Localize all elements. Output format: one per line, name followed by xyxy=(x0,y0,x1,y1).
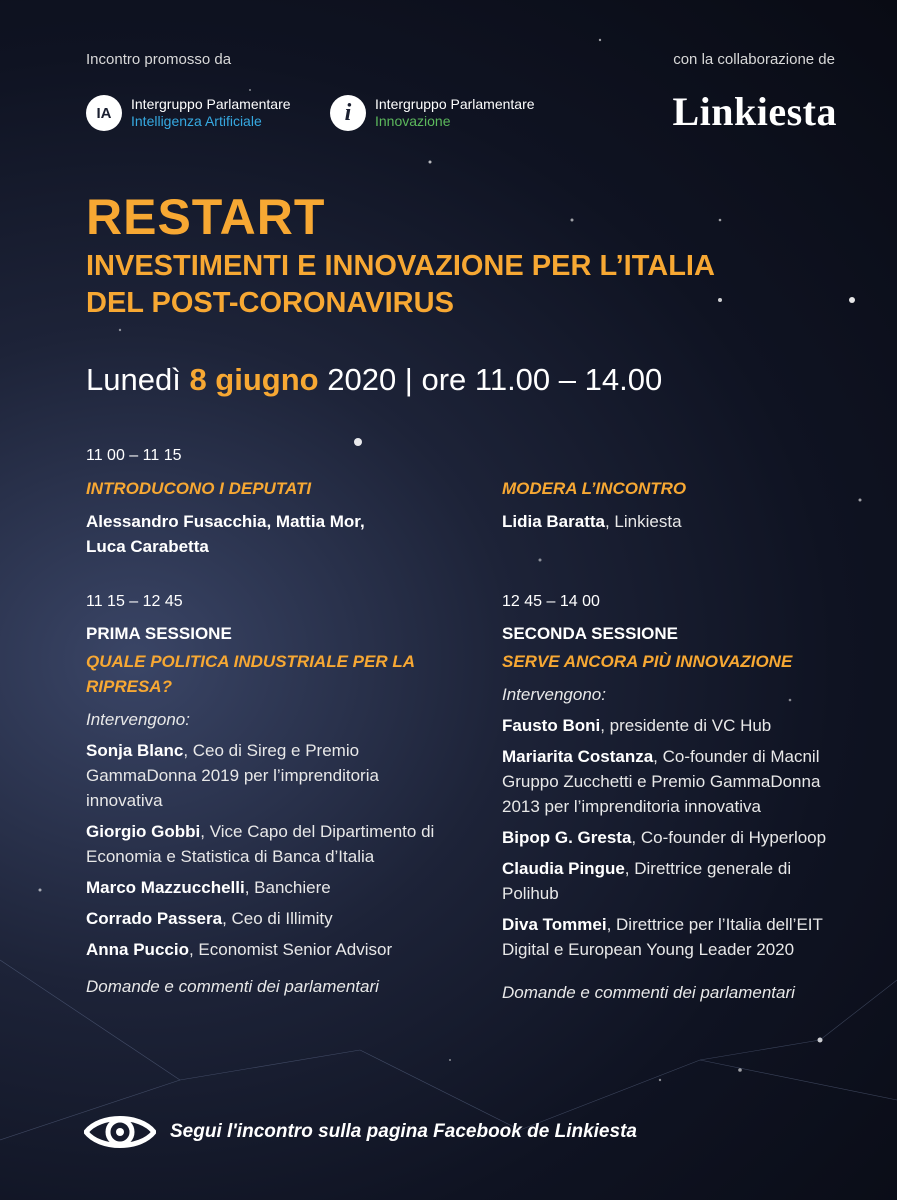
event-subtitle-line: DEL POST-CORONAVIRUS xyxy=(86,287,454,319)
session1-section xyxy=(86,589,446,999)
speaker-role: , Direttrice generale di Polihub xyxy=(502,859,792,903)
speaker-entry xyxy=(86,906,446,931)
facebook-follow-banner xyxy=(84,1112,637,1152)
session1-speakers-list xyxy=(86,738,446,962)
intro-names: Alessandro Fusacchia, Mattia Mor, xyxy=(86,512,365,531)
speaker-role: , Vice Capo del Dipartimento di Economia e Statistica di Banca d’Italia xyxy=(86,822,435,866)
speaker-entry xyxy=(502,713,852,738)
session1-topic: RIPRESA? xyxy=(86,677,172,696)
facebook-follow-text xyxy=(170,1121,637,1143)
speaker-name: Anna Puccio xyxy=(86,940,189,959)
speaker-entry xyxy=(86,819,446,869)
logo-title: Intergruppo Parlamentare xyxy=(375,96,535,112)
session2-topic: SERVE ANCORA PIÙ INNOVAZIONE xyxy=(502,652,793,671)
session2-closing: Domande e commenti dei parlamentari xyxy=(502,983,795,1002)
speaker-role: , Economist Senior Advisor xyxy=(188,940,393,959)
eye-icon xyxy=(84,1112,156,1152)
speaker-role: , Co-founder di Hyperloop xyxy=(631,828,827,847)
session1-speakers-intro: Intervengono: xyxy=(86,710,190,729)
speaker-name: Mariarita Costanza xyxy=(502,747,654,766)
speaker-name: Fausto Boni xyxy=(502,716,601,735)
intro-heading: INTRODUCONO I DEPUTATI xyxy=(86,479,312,498)
moderator-heading: MODERA L’INCONTRO xyxy=(502,479,687,498)
moderator-line xyxy=(502,509,842,534)
speaker-role: , Ceo di Illimity xyxy=(222,909,333,928)
speaker-entry xyxy=(86,875,446,900)
speaker-entry xyxy=(502,744,852,819)
speaker-name: Sonja Blanc xyxy=(86,741,184,760)
promoted-by-label: Incontro promosso da xyxy=(86,51,232,68)
speaker-role: , Ceo di Sireg e Premio GammaDonna 2019 per l’imprenditoria innovativa xyxy=(86,741,379,810)
follow-brand: Linkiesta xyxy=(554,1121,637,1142)
event-subtitle-line: INVESTIMENTI E INNOVAZIONE PER L’ITALIA xyxy=(86,250,715,282)
moderator-affiliation: , Linkiesta xyxy=(604,512,682,531)
speaker-name: Giorgio Gobbi xyxy=(86,822,201,841)
innovazione-intergroup-logo xyxy=(330,95,535,131)
intro-names: Luca Carabetta xyxy=(86,537,209,556)
moderator-name: Lidia Baratta xyxy=(502,512,605,531)
logo-subtitle: Intelligenza Artificiale xyxy=(131,113,262,129)
speaker-entry xyxy=(86,937,446,962)
session1-topic: QUALE POLITICA INDUSTRIALE PER LA xyxy=(86,652,415,671)
speaker-entry xyxy=(502,912,852,962)
speaker-name: Bipop G. Gresta xyxy=(502,828,632,847)
event-date xyxy=(86,362,662,398)
innovazione-logo-icon: i xyxy=(330,95,366,131)
session2-speakers-list xyxy=(502,713,852,962)
follow-text: Segui l'incontro sulla pagina Facebook de xyxy=(170,1121,555,1142)
speaker-entry xyxy=(86,738,446,813)
session2-speakers-intro: Intervengono: xyxy=(502,685,606,704)
session1-time: 11 15 – 12 45 xyxy=(86,593,183,610)
session2-label: SECONDA SESSIONE xyxy=(502,624,679,643)
speaker-role: , presidente di VC Hub xyxy=(600,716,772,735)
speaker-role: , Banchiere xyxy=(244,878,331,897)
session1-label: PRIMA SESSIONE xyxy=(86,624,232,643)
speaker-role: , Co-founder di Macnil Gruppo Zucchetti e Premio GammaDonna 2013 per l’imprenditoria innovativa xyxy=(502,747,821,816)
intro-section xyxy=(86,443,446,559)
date-weekday: Lunedì xyxy=(86,362,181,397)
event-title: RESTART xyxy=(86,189,326,245)
speaker-name: Diva Tommei xyxy=(502,915,607,934)
speaker-name: Claudia Pingue xyxy=(502,859,625,878)
session2-section xyxy=(502,589,852,1005)
date-day: 8 giugno xyxy=(189,362,319,397)
ia-intergroup-logo xyxy=(86,95,291,131)
logo-title: Intergruppo Parlamentare xyxy=(131,96,291,112)
session2-time: 12 45 – 14 00 xyxy=(502,593,600,610)
collaboration-label: con la collaborazione de xyxy=(673,51,835,68)
session1-closing: Domande e commenti dei parlamentari xyxy=(86,977,379,996)
ia-logo-icon: IA xyxy=(86,95,122,131)
moderator-section xyxy=(502,476,842,534)
speaker-entry xyxy=(502,856,852,906)
speaker-entry xyxy=(502,825,852,850)
speaker-name: Marco Mazzucchelli xyxy=(86,878,245,897)
speaker-role: , Direttrice per l’Italia dell’EIT Digital e European Young Leader 2020 xyxy=(502,915,823,959)
intro-time: 11 00 – 11 15 xyxy=(86,447,182,464)
logo-subtitle: Innovazione xyxy=(375,113,451,129)
linkiesta-logo: Linkiesta xyxy=(672,89,837,134)
date-time: 2020 | ore 11.00 – 14.00 xyxy=(327,362,663,397)
event-subtitle xyxy=(86,248,866,322)
speaker-name: Corrado Passera xyxy=(86,909,223,928)
